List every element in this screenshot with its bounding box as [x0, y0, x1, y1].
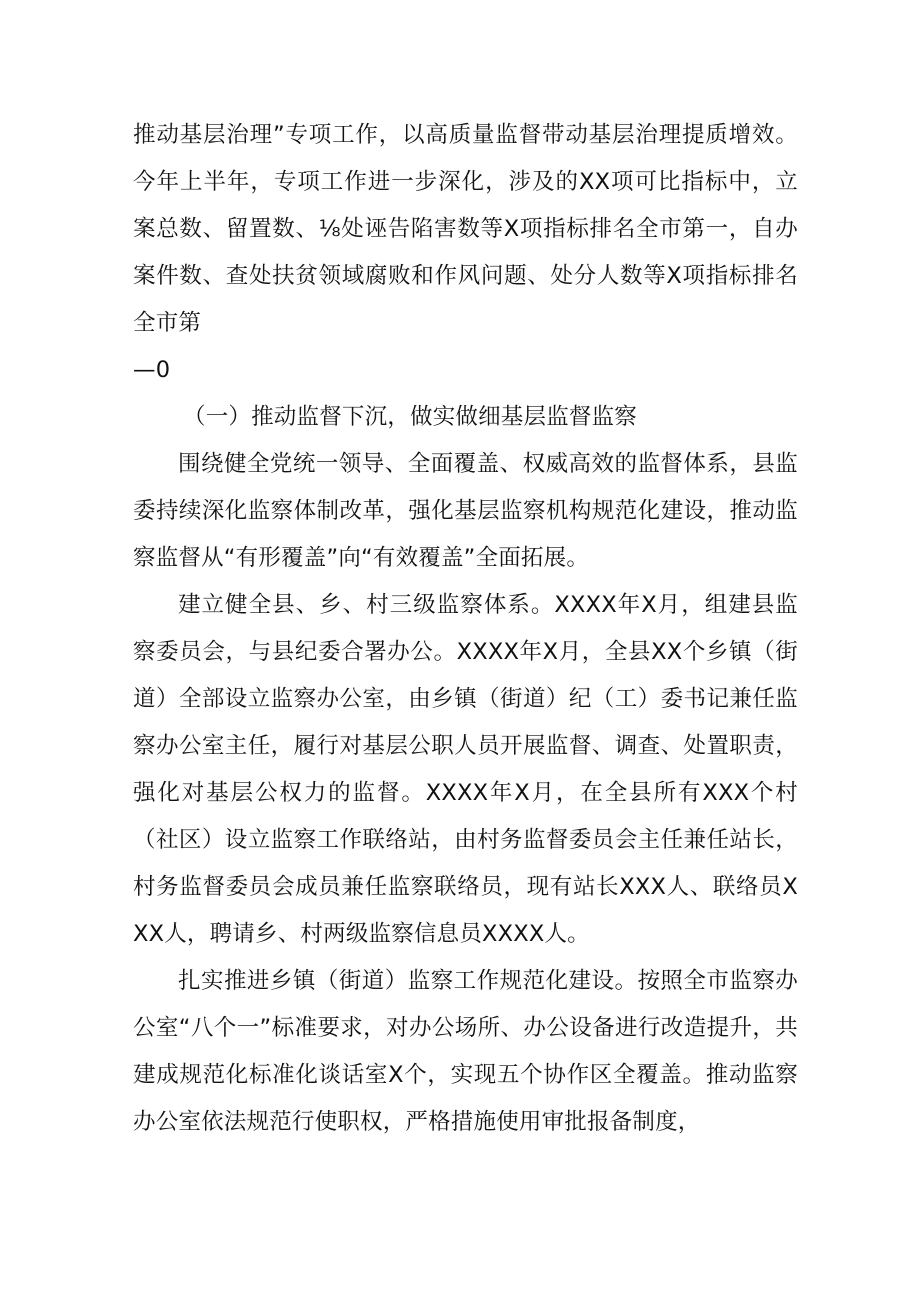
paragraph-supervision-system: 围绕健全党统一领导、全面覆盖、权威高效的监督体系，县监委持续深化监察体制改革，强化基层监察机构规范化建设，推动监察监督从“有形覆盖”向“有效覆盖”全面拓展。	[133, 451, 798, 571]
page-fragment-text: —0	[133, 357, 171, 383]
paragraph-three-level-system: 建立健全县、乡、村三级监察体系。XXXX年X月，组建县监察委员会，与县纪委合署办公。XXXX年X月，全县XX个乡镇（街道）全部设立监察办公室，由乡镇（街道）纪（工）委书记兼任监察办公室主任，履行对基层公职人员开展监督、调查、处置职责，强化对基层公权力的监督。XXXX年X月，在全县所有XXX个村（社区）设立监察工作联络站，由村务监督委员会主任兼任站长，村务监督委员会成员兼任监察联络员，现有站长XXX人、联络员XXX人，聘请乡、村两级监察信息员XXXX人。	[133, 592, 798, 947]
document-body	[133, 112, 798, 1146]
paragraph-continuation: 推动基层治理”专项工作，以高质量监督带动基层治理提质增效。今年上半年，专项工作进一步深化，涉及的XX项可比指标中，立案总数、留置数、⅛处诬告陷害数等X项指标排名全市第一，自办案件数、查处扶贫领域腐败和作风问题、处分人数等X项指标排名全市第	[133, 122, 798, 336]
paragraph-standardization: 扎实推进乡镇（街道）监察工作规范化建设。按照全市监察办公室“八个一”标准要求，对办公场所、办公设备进行改造提升，共建成规范化标准化谈话室X个，实现五个协作区全覆盖。推动监察办公室依法规范行使职权，严格措施使用审批报备制度，	[133, 968, 798, 1135]
section-heading: （一）推动监督下沉，做实做细基层监督监察	[183, 404, 638, 430]
